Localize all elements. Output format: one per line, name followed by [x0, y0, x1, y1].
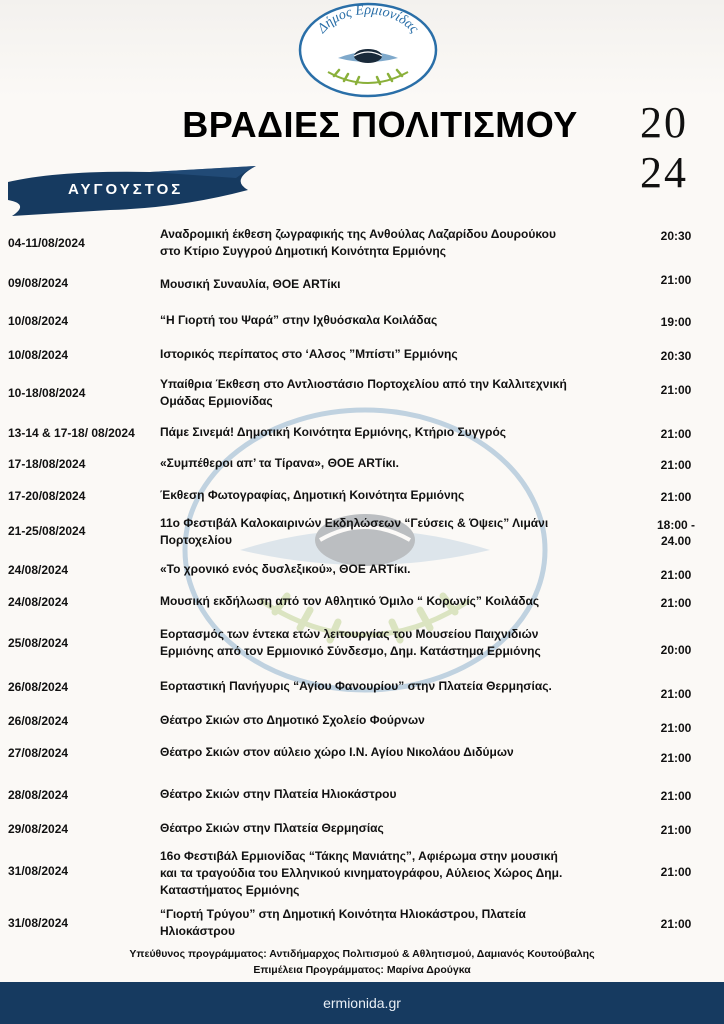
event-date: 26/08/2024 — [8, 714, 69, 728]
event-time-line: 21:00 — [660, 687, 692, 701]
event-time — [640, 426, 712, 442]
event-description-line: Εορτασμός των έντεκα ετών λειτουργίας του Μουσείου Παιχνιδιών — [160, 627, 539, 641]
event-time — [640, 750, 712, 766]
event-description — [160, 593, 640, 610]
event-description-line: Έκθεση Φωτογραφίας, Δημοτική Κοινότητα Ερμιόνης — [160, 488, 465, 502]
event-description-line: Ιστορικός περίπατος στο ‘Αλσος ”Μπίστι” Ερμιόνης — [160, 347, 458, 361]
event-date: 31/08/2024 — [8, 864, 69, 878]
event-description — [160, 906, 640, 940]
event-time — [640, 272, 712, 288]
event-description — [160, 515, 640, 549]
event-description-line: Μουσική εκδήλωση από τον Αθλητικό Όμιλο “ Κορωνίς” Κοιλάδας — [160, 594, 540, 608]
event-description-line: Θέατρο Σκιών στον αύλειο χώρο Ι.Ν. Αγίου Νικολάου Διδύμων — [160, 745, 514, 759]
event-date: 09/08/2024 — [8, 276, 69, 290]
event-time — [640, 864, 712, 880]
event-date: 10/08/2024 — [8, 348, 69, 362]
event-date: 13-14 & 17-18/ 08/2024 — [8, 426, 135, 440]
credits-responsible: Υπεύθυνος προγράμματος: Αντιδήμαρχος Πολιτισμού & Αθλητισμού, Δαμιανός Κουτούβαλης — [129, 948, 595, 960]
event-date: 17-18/08/2024 — [8, 457, 86, 471]
credits — [0, 946, 724, 978]
event-description-line: “Γιορτή Τρύγου” στη Δημοτική Κοινότητα Ηλιοκάστρου, Πλατεία — [160, 907, 526, 921]
event-date: 25/08/2024 — [8, 636, 69, 650]
event-time-line: 21:00 — [660, 865, 692, 879]
event-time-line: 21:00 — [660, 917, 692, 931]
event-date: 29/08/2024 — [8, 822, 69, 836]
month-label: ΑΥΓΟΥΣΤΟΣ — [68, 181, 184, 198]
event-time — [640, 916, 712, 932]
year — [640, 98, 720, 198]
event-date: 24/08/2024 — [8, 595, 69, 609]
event-time-line: 18:00 - — [656, 518, 696, 532]
event-description-line: Ηλιοκάστρου — [160, 924, 235, 938]
event-time — [640, 642, 712, 658]
event-date: 10/08/2024 — [8, 314, 69, 328]
event-time — [640, 457, 712, 473]
event-description-line: Θέατρο Σκιών στην Πλατεία Θερμησίας — [160, 821, 384, 835]
event-date: 21-25/08/2024 — [8, 524, 86, 538]
event-description-line: Αναδρομική έκθεση ζωγραφικής της Ανθούλας Λαζαρίδου Δουρούκου — [160, 227, 556, 241]
event-description — [160, 786, 640, 803]
event-description-line: στο Κτίριο Συγγρού Δημοτική Κοινότητα Ερμιόνης — [160, 244, 446, 258]
event-time — [640, 489, 712, 505]
event-time-line: 21:00 — [660, 427, 692, 441]
event-description-line: Πάμε Σινεμά! Δημοτική Κοινότητα Ερμιόνης, Κτήριο Συγγρός — [160, 425, 507, 439]
event-time-line: 20:30 — [660, 229, 692, 243]
event-description-line: Ομάδας Ερμιονίδας — [160, 394, 273, 408]
event-description-line: “Η Γιορτή του Ψαρά” στην Ιχθυόσκαλα Κοιλάδας — [160, 313, 438, 327]
event-date: 27/08/2024 — [8, 746, 69, 760]
event-time — [640, 228, 712, 244]
event-description-line: Θέατρο Σκιών στο Δημοτικό Σχολείο Φούρνων — [160, 713, 425, 727]
municipality-logo — [298, 2, 438, 98]
event-description-line: «Το χρονικό ενός δυσλεξικού», ΘΟΕ ARTίκι. — [160, 562, 411, 576]
event-description — [160, 276, 640, 293]
event-time — [640, 822, 712, 838]
event-description — [160, 678, 640, 695]
footer — [0, 982, 724, 1024]
event-date: 24/08/2024 — [8, 563, 69, 577]
event-description-line: 11ο Φεστιβάλ Καλοκαιρινών Εκδηλώσεων “Γεύσεις & Όψεις” Λιμάνι — [160, 516, 549, 530]
event-description-line: Ερμιόνης από τον Ερμιονικό Σύνδεσμο, Δημ. Κατάστημα Ερμιόνης — [160, 644, 541, 658]
event-time-line: 21:00 — [660, 568, 692, 582]
event-description-line: 16ο Φεστιβάλ Ερμιονίδας “Τάκης Μανιάτης”, Αφιέρωμα στην μουσική — [160, 849, 558, 863]
event-description — [160, 312, 640, 329]
event-description-line: Καταστήματος Ερμιόνης — [160, 883, 300, 897]
event-time — [640, 720, 712, 736]
event-time-line: 21:00 — [660, 273, 692, 287]
event-description — [160, 744, 640, 761]
event-date: 26/08/2024 — [8, 680, 69, 694]
event-time-line: 21:00 — [660, 823, 692, 837]
event-description — [160, 626, 640, 660]
event-description — [160, 226, 640, 260]
event-time — [640, 686, 712, 702]
event-time-line: 19:00 — [660, 315, 692, 329]
event-description — [160, 561, 640, 578]
event-time — [640, 788, 712, 804]
event-description-line: Μουσική Συναυλία, ΘΟΕ ARTίκι — [160, 277, 341, 291]
event-time-line: 20:30 — [660, 349, 692, 363]
event-time — [640, 314, 712, 330]
event-time-line: 21:00 — [660, 596, 692, 610]
event-time — [640, 595, 712, 611]
year-bottom: 24 — [640, 148, 688, 197]
event-time-line: 21:00 — [660, 458, 692, 472]
event-time-line: 21:00 — [660, 751, 692, 765]
event-description-line: Υπαίθρια Έκθεση στο Αντλιοστάσιο Πορτοχελίου από την Καλλιτεχνική — [160, 377, 567, 391]
event-date: 28/08/2024 — [8, 788, 69, 802]
event-time-line: 21:00 — [660, 721, 692, 735]
event-date: 10-18/08/2024 — [8, 386, 86, 400]
footer-site-link[interactable]: ermionida.gr — [323, 995, 401, 1011]
event-time — [640, 517, 712, 549]
event-date: 04-11/08/2024 — [8, 236, 85, 250]
event-description-line: και τα τραγούδια του Ελληνικού κινηματογράφου, Αύλειος Χώρος Δημ. — [160, 866, 563, 880]
event-date: 31/08/2024 — [8, 916, 69, 930]
event-description — [160, 487, 640, 504]
logo-text: Δήμος Ερμιονίδας — [314, 2, 422, 37]
page-title: ΒΡΑΔΙΕΣ ΠΟΛΙΤΙΣΜΟΥ — [182, 104, 578, 145]
event-description-line: «Συμπέθεροι απ’ τα Τίρανα», ΘΟΕ ARTίκι. — [160, 456, 399, 470]
event-time-line: 21:00 — [660, 789, 692, 803]
event-time-line: 20:00 — [660, 643, 692, 657]
credits-editor: Επιμέλεια Προγράμματος: Μαρίνα Δρούγκα — [253, 964, 471, 976]
event-time — [640, 348, 712, 364]
event-description-line: Θέατρο Σκιών στην Πλατεία Ηλιοκάστρου — [160, 787, 397, 801]
event-description — [160, 376, 640, 410]
event-description-line: Εορταστική Πανήγυρις “Αγίου Φανουρίου” στην Πλατεία Θερμησίας. — [160, 679, 552, 693]
year-top: 20 — [640, 98, 688, 147]
event-description-line: Πορτοχελίου — [160, 533, 232, 547]
event-time — [640, 382, 712, 398]
event-description — [160, 346, 640, 363]
event-time-line: 21:00 — [660, 490, 692, 504]
event-time — [640, 567, 712, 583]
event-description — [160, 712, 640, 729]
event-time-line: 24.00 — [660, 534, 692, 548]
event-time-line: 21:00 — [660, 383, 692, 397]
event-date: 17-20/08/2024 — [8, 489, 86, 503]
event-description — [160, 455, 640, 472]
event-description — [160, 424, 640, 441]
event-description — [160, 820, 640, 837]
event-description — [160, 848, 640, 899]
